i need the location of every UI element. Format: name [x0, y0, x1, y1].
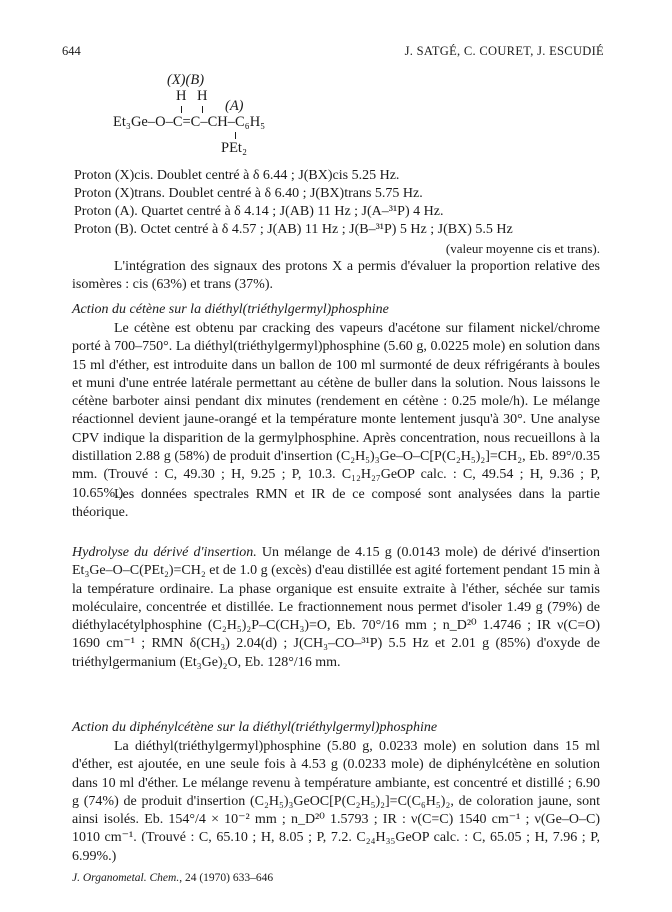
hydrolysis-paragraph: [72, 544, 600, 672]
journal-name: J. Organometal. Chem.: [72, 872, 180, 884]
journal-citation: , 24 (1970) 633–646: [179, 872, 274, 884]
running-header-authors: J. SATGÉ, C. COURET, J. ESCUDIÉ: [404, 44, 604, 58]
section-paragraph: La diéthyl(triéthylgermyl)phosphine (5.80 g, 0.0233 mole) en solution dans 15 ml d'éther, est ajoutée, en une seule fois à 4.53 g (0.0233 mole) de diphénylcétène en solution dans 10 ml d'éther. Le mélange revenu à température ambiante, est concentré et distillé ; 6.90 g (74%) de produit d'insertion (C₂H₅)₃GeOC[P(C₂H₅)₂]=C(C₆H₅)₂, de coloration jaune, sont ainsi isolés. Eb. 154°/4 × 10⁻² mm ; n_D²⁰ 1.5793 ; IR : ν(C=C) 1540 cm⁻¹ ; ν(Ge–O–C) 1010 cm⁻¹. (Trouvé : C, 65.10 ; H, 8.05 ; P, 7.2. C₂₄H₃₅GeOP calc. : C, 65.05 ; H, 7.96 ; P, 6.99%.): [72, 739, 600, 864]
page-number: 644: [62, 44, 81, 58]
main-chain: Et₃Ge–O–C=C–CH–C₆H₅: [113, 114, 266, 130]
hydrogen-b: H: [197, 88, 208, 104]
label-a: (A): [225, 98, 244, 114]
chemical-structure: [113, 72, 363, 167]
bond-line: [202, 106, 203, 113]
proton-line: Proton (A). Quartet centré à δ 4.14 ; J(AB) 11 Hz ; J(A–³¹P) 4 Hz.: [74, 204, 444, 219]
integration-paragraph: L'intégration des signaux des protons X a permis d'évaluer la proportion relative des isomères : cis (63%) et trans (37%).: [72, 259, 600, 293]
bond-line: [181, 106, 182, 113]
substituent-pet2: PEt₂: [221, 140, 248, 156]
section-paragraph: Un mélange de 4.15 g (0.0143 mole) de dérivé d'insertion Et₃Ge–O–C(PEt₂)=CH₂ et de 1.0 g (excès) d'eau distillée est agité fortement pendant 15 min à la température ordinaire. La phase organique est ensuite extraite à l'éther, séchée sur tamis moléculaire, concentrée et distillée. Le fractionnement nous permet d'isoler 1.49 g (79%) de diéthylacétylphosphine (C₂H₅)₂P–C(CH₃)=O, Eb. 70°/16 mm ; n_D²⁰ 1.4746 ; IR ν(C=O) 1690 cm⁻¹ ; RMN δ(CH₃) 2.04(d) ; J(CH₃–CO–³¹P) 5.5 Hz et 2.01 g (85%) d'oxyde de triéthylgermanium (Et₃Ge)₂O, Eb. 128°/16 mm.: [72, 545, 600, 670]
hydrogen-x: H: [176, 88, 187, 104]
proton-line: Proton (X)cis. Doublet centré à δ 6.44 ; J(BX)cis 5.25 Hz.: [74, 168, 400, 183]
bond-line: [235, 132, 236, 139]
section-paragraph: Les données spectrales RMN et IR de ce composé sont analysées dans la partie théorique.: [72, 487, 600, 521]
journal-footer: [72, 872, 273, 884]
proton-note: (valeur moyenne cis et trans).: [445, 241, 600, 256]
section-title: Hydrolyse du dérivé d'insertion.: [72, 545, 257, 560]
proton-line: Proton (X)trans. Doublet centré à δ 6.40 ; J(BX)trans 5.75 Hz.: [74, 186, 423, 201]
proton-line: Proton (B). Octet centré à δ 4.57 ; J(AB) 11 Hz ; J(B–³¹P) 5 Hz ; J(BX) 5.5 Hz: [74, 222, 513, 237]
label-xb: (X)(B): [167, 72, 205, 88]
section-title: Action du cétène sur la diéthyl(triéthylgermyl)phosphine: [72, 302, 389, 317]
section-paragraph: Le cétène est obtenu par cracking des vapeurs d'acétone sur filament nickel/chrome porté à 700–750°. La diéthyl(triéthylgermyl)phosphine (5.60 g, 0.0225 mole) en solution dans 15 ml d'éther, est introduite dans un ballon de 100 ml surmonté de deux réfrigérants à boules et muni d'une entrée latérale permettant au cétène de buller dans la solution. Nous laissons le cétène barboter ainsi pendant dix minutes (rendement en cétène : 0.25 mole/h). Le mélange réactionnel devient jaune-orangé et la température monte lentement jusqu'à 30°. Une analyse CPV indique la disparition de la germylphosphine. Après concentration, nous recueillons à la distillation 2.88 g (58%) de produit d'insertion (C₂H₅)₃Ge–O–C[P(C₂H₅)₂]=CH₂, Eb. 89°/0.35 mm. (Trouvé : C, 49.30 ; H, 9.25 ; P, 10.3. C₁₂H₂₇GeOP calc. : C, 49.54 ; H, 9.36 ; P, 10.65%.): [72, 321, 600, 501]
section-title: Action du diphénylcétène sur la diéthyl(triéthylgermyl)phosphine: [72, 720, 438, 735]
